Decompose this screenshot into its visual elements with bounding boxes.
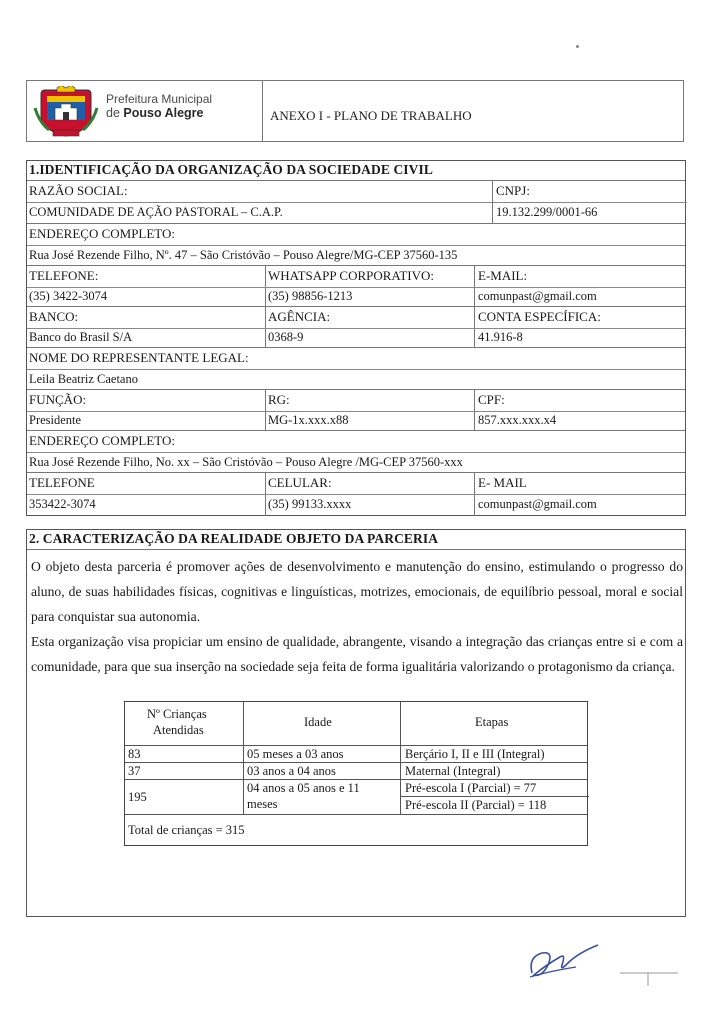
email-label: E-MAIL:: [478, 268, 528, 283]
section-caracterizacao: [26, 529, 686, 917]
representante-label: NOME DO REPRESENTANTE LEGAL:: [29, 350, 249, 365]
endereco-label: ENDEREÇO COMPLETO:: [29, 226, 176, 241]
header-age: Idade: [304, 715, 332, 729]
representante-value: Leila Beatriz Caetano: [29, 372, 138, 386]
section-2-body: [31, 554, 683, 679]
handwritten-initials-icon: [520, 935, 610, 985]
header-count-line2: Atendidas: [153, 723, 204, 737]
telefone-label: TELEFONE:: [29, 268, 99, 283]
row2-count: 37: [128, 764, 141, 778]
logo-city-name: Pouso Alegre: [123, 106, 204, 120]
razao-social-label: RAZÃO SOCIAL:: [29, 183, 128, 198]
municipal-crest-icon: [33, 86, 99, 138]
rg-label: RG:: [268, 392, 290, 407]
celular-value: (35) 99133.xxxx: [268, 497, 352, 511]
email2-value: comunpast@gmail.com: [478, 497, 597, 511]
conta-value: 41.916-8: [478, 330, 523, 344]
row3-age-line2: meses: [247, 797, 278, 811]
rg-value: MG-1x.xxx.x88: [268, 413, 349, 427]
cnpj-value: 19.132.299/0001-66: [496, 205, 598, 219]
section-identification: [26, 160, 686, 516]
row3-stage-line2: Pré-escola II (Parcial) = 118: [405, 798, 547, 812]
funcao-value: Presidente: [29, 413, 82, 427]
razao-social-value: COMUNIDADE DE AÇÃO PASTORAL – C.A.P.: [29, 205, 283, 219]
row-razao-social: [27, 180, 685, 224]
cpf-label: CPF:: [478, 392, 505, 407]
row-contato-representante: [27, 472, 685, 516]
row1-age: 05 meses a 03 anos: [247, 747, 344, 761]
row3-age-line1: 04 anos a 05 anos e 11: [247, 781, 360, 795]
page-corner-mark: [620, 972, 680, 990]
telefone-value: (35) 3422-3074: [29, 289, 108, 303]
row-representante: [27, 347, 685, 390]
row1-count: 83: [128, 747, 141, 761]
whatsapp-label: WHATSAPP CORPORATIVO:: [268, 268, 435, 283]
children-table: [124, 701, 588, 846]
telefone2-label: TELEFONE: [29, 475, 95, 490]
row2-stage: Maternal (Integral): [405, 764, 501, 778]
section-1-title: 1.IDENTIFICAÇÃO DA ORGANIZAÇÃO DA SOCIEDADE CIVIL: [29, 162, 433, 177]
conta-label: CONTA ESPECÍFICA:: [478, 309, 601, 324]
row-banco: [27, 306, 685, 348]
paragraph-objeto: O objeto desta parceria é promover ações de desenvolvimento e manutenção do ensino, estimulando o progresso do aluno, de suas habilidades físicas, cognitivas e linguísticas, motrizes, emocionais, de equilíbrio pessoal, moral e social para conquistar sua autonomia.: [31, 559, 683, 624]
header-stages: Etapas: [475, 715, 509, 729]
telefone2-value: 353422-3074: [29, 497, 96, 511]
header-divider: [262, 80, 263, 142]
endereco2-value: Rua José Rezende Filho, No. xx – São Cristóvão – Pouso Alegre /MG-CEP 37560-xxx: [29, 455, 463, 469]
banco-value: Banco do Brasil S/A: [29, 330, 133, 344]
row-documentos: [27, 389, 685, 431]
whatsapp-value: (35) 98856-1213: [268, 289, 353, 303]
row2-age: 03 anos a 04 anos: [247, 764, 336, 778]
agencia-label: AGÊNCIA:: [268, 309, 331, 324]
row-endereco-representante: [27, 430, 685, 473]
header-count-line1: Nº Crianças: [147, 707, 207, 721]
row3-stage-line1: Pré-escola I (Parcial) = 77: [405, 781, 537, 795]
endereco2-label: ENDEREÇO COMPLETO:: [29, 433, 176, 448]
cpf-value: 857.xxx.xxx.x4: [478, 413, 557, 427]
logo-text-line2: [106, 106, 204, 120]
section-2-title: 2. CARACTERIZAÇÃO DA REALIDADE OBJETO DA PARCERIA: [29, 531, 439, 546]
celular-label: CELULAR:: [268, 475, 332, 490]
banco-label: BANCO:: [29, 309, 79, 324]
endereco-value: Rua José Rezende Filho, Nº. 47 – São Cristóvão – Pouso Alegre/MG-CEP 37560-135: [29, 248, 458, 262]
row1-stage: Berçário I, II e III (Integral): [405, 747, 545, 761]
row-endereco: [27, 223, 685, 266]
cnpj-label: CNPJ:: [496, 183, 530, 198]
row3-count: 195: [128, 790, 147, 804]
funcao-label: FUNÇÃO:: [29, 392, 87, 407]
table-total: Total de crianças = 315: [128, 823, 245, 837]
email-value: comunpast@gmail.com: [478, 289, 597, 303]
logo-text-line1: Prefeitura Municipal: [106, 92, 213, 106]
email2-label: E- MAIL: [478, 475, 527, 490]
paragraph-organizacao: Esta organização visa propiciar um ensino de qualidade, abrangente, visando a integração das crianças entre si e com a comunidade, para que sua inserção na sociedade seja feita de forma igualitária valorizando o protagonismo da criança.: [31, 634, 683, 674]
row-contato: [27, 265, 685, 307]
section-2-divider: [27, 549, 685, 550]
scan-speck: [576, 45, 579, 48]
agencia-value: 0368-9: [268, 330, 304, 344]
page-title: ANEXO I - PLANO DE TRABALHO: [270, 108, 472, 123]
logo-prefix: de: [106, 106, 120, 120]
